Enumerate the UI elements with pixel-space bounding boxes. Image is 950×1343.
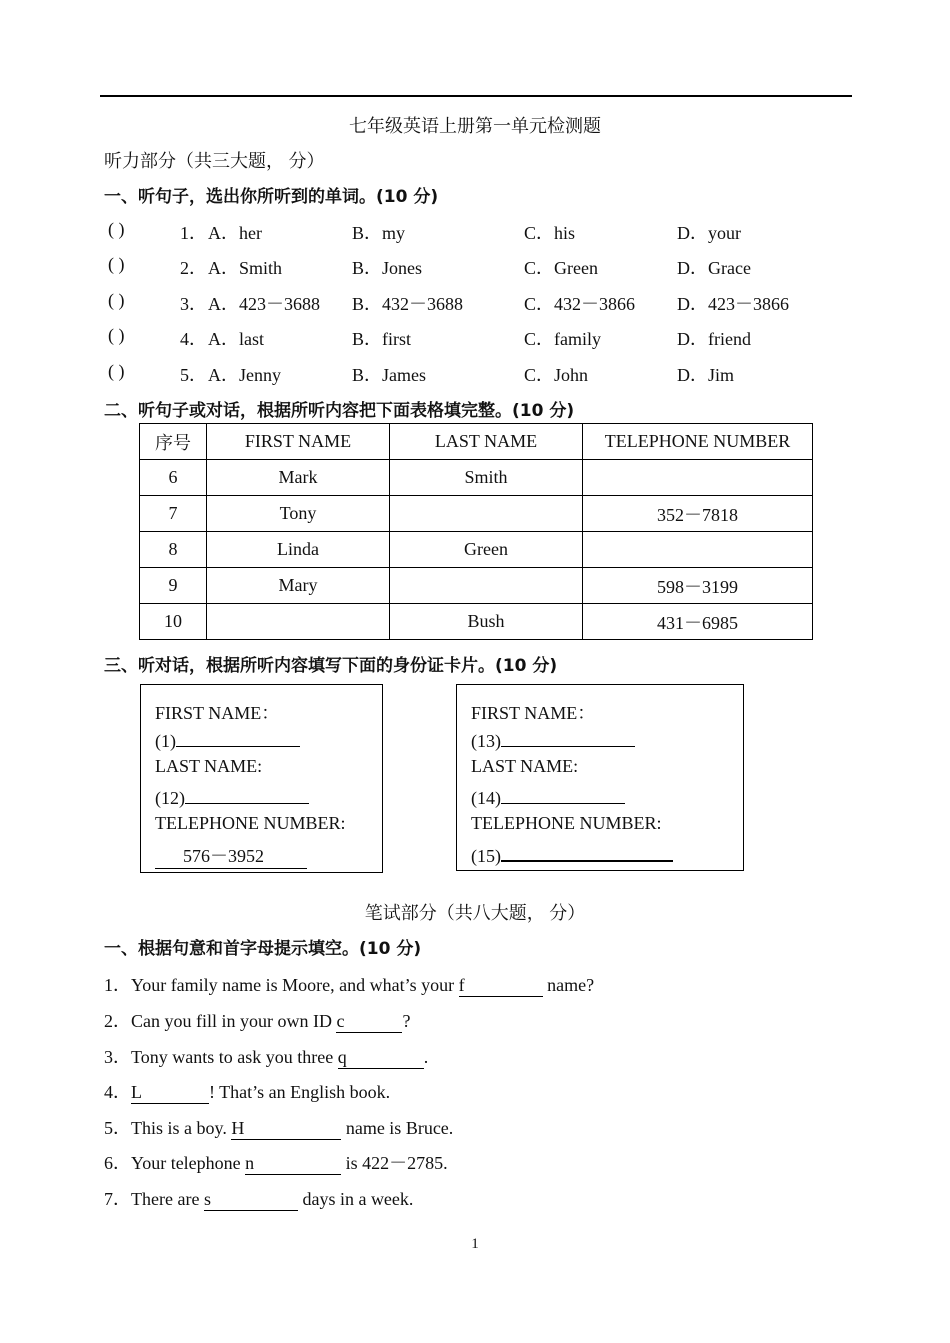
table-header-row: [140, 424, 813, 460]
table-cell: Linda: [207, 532, 390, 568]
item-text-before: Tony wants to ask you three: [131, 1047, 338, 1067]
question-number: 3．: [180, 294, 207, 314]
item-number: 7．: [104, 1189, 131, 1209]
table-cell: 598－3199: [583, 568, 813, 604]
question-row: [108, 361, 828, 383]
answer-blank: H: [231, 1118, 341, 1140]
question-row: [108, 219, 828, 241]
telephone-label: TELEPHONE NUMBER:: [471, 813, 662, 833]
option-a: A．423－3688: [208, 294, 320, 314]
answer-blank: [501, 785, 625, 804]
first-name-field: [155, 728, 300, 752]
option-b: B．432－3688: [352, 294, 464, 314]
item-text-before: There are: [131, 1189, 204, 1209]
option-a: A．Smith: [208, 258, 283, 278]
telephone-value: 576－3952: [155, 842, 307, 869]
option-d: D．Jim: [677, 365, 735, 385]
option-c: C．his: [524, 223, 576, 243]
table-cell: 9: [140, 568, 207, 604]
answer-blank: L: [131, 1082, 209, 1104]
option-b: B．first: [352, 329, 412, 349]
item-text-after: .: [423, 1047, 429, 1067]
id-card-2: [456, 684, 744, 871]
table-cell: Mary: [207, 568, 390, 604]
page-title: 七年级英语上册第一单元检测题: [349, 116, 601, 136]
question-row: [108, 290, 828, 312]
answer-bracket: ( ): [108, 254, 125, 274]
table-cell: [390, 496, 583, 532]
table-cell: [207, 604, 390, 640]
first-name-field: [471, 728, 635, 752]
option-d: D．423－3866: [677, 294, 789, 314]
blank-number: (15): [471, 846, 501, 866]
option-c: C．family: [524, 329, 601, 349]
option-b: B．Jones: [352, 258, 423, 278]
fill-in-item: [104, 971, 594, 997]
blank-number: (12): [155, 788, 185, 808]
table-row: [140, 460, 813, 496]
last-name-label: LAST NAME:: [471, 756, 579, 776]
option-c: C．John: [524, 365, 589, 385]
option-d: D．Grace: [677, 258, 751, 278]
item-text-before: This is a boy.: [131, 1118, 232, 1138]
table-header-cell: LAST NAME: [390, 424, 583, 460]
fill-in-item: [104, 1043, 428, 1069]
fill-in-item: [104, 1007, 410, 1033]
table-cell: Green: [390, 532, 583, 568]
option-a: A．her: [208, 223, 262, 243]
table-cell: Bush: [390, 604, 583, 640]
fill-in-item: [104, 1078, 390, 1104]
item-text-before: Your family name is Moore, and what’s your: [131, 975, 459, 995]
answer-blank: [176, 728, 300, 747]
answer-bracket: ( ): [108, 325, 125, 345]
table-row: [140, 496, 813, 532]
written1-heading: 一、根据句意和首字母提示填空。(10 分): [104, 939, 422, 959]
table-cell: 431－6985: [583, 604, 813, 640]
item-text-after: is 422－2785.: [341, 1153, 448, 1173]
table-cell: [583, 532, 813, 568]
table-cell: [390, 568, 583, 604]
option-d: D．friend: [677, 329, 751, 349]
first-name-label: FIRST NAME：: [471, 703, 596, 723]
answer-table: [139, 423, 813, 640]
blank-number: (14): [471, 788, 501, 808]
table-row: [140, 568, 813, 604]
item-number: 4．: [104, 1082, 131, 1102]
blank-number: (13): [471, 731, 501, 751]
written-header: 笔试部分（共八大题， 分）: [364, 903, 586, 923]
item-text-after: ! That’s an English book.: [209, 1082, 391, 1102]
answer-bracket: ( ): [108, 290, 125, 310]
item-text-after: ?: [402, 1011, 411, 1031]
fill-in-item: [104, 1114, 453, 1140]
table-header-cell: 序号: [140, 424, 207, 460]
answer-bracket: ( ): [108, 361, 125, 381]
item-text-before: Your telephone: [131, 1153, 246, 1173]
option-a: A．Jenny: [208, 365, 281, 385]
item-number: 6．: [104, 1153, 131, 1173]
table-cell: 8: [140, 532, 207, 568]
telephone-field: [155, 842, 307, 869]
telephone-field: [471, 842, 673, 867]
listening-header: 听力部分（共三大题， 分）: [104, 151, 325, 171]
option-b: B．James: [352, 365, 426, 385]
first-name-label: FIRST NAME：: [155, 703, 280, 723]
telephone-label: TELEPHONE NUMBER:: [155, 813, 346, 833]
blank-number: (1): [155, 731, 176, 751]
item-text-before: Can you fill in your own ID: [131, 1011, 337, 1031]
last-name-label: LAST NAME:: [155, 756, 263, 776]
last-name-field: [471, 785, 625, 809]
option-d: D．your: [677, 223, 741, 243]
answer-blank: s: [204, 1189, 298, 1211]
table-cell: 6: [140, 460, 207, 496]
question-number: 4．: [180, 329, 207, 349]
answer-bracket: ( ): [108, 219, 125, 239]
question-number: 1．: [180, 223, 207, 243]
section1-heading: 一、听句子，选出你所听到的单词。(10 分): [104, 187, 439, 207]
answer-blank: q: [338, 1047, 424, 1069]
item-number: 5．: [104, 1118, 131, 1138]
table-row: [140, 532, 813, 568]
table-cell: 352－7818: [583, 496, 813, 532]
option-b: B．my: [352, 223, 406, 243]
answer-blank: c: [336, 1011, 402, 1033]
option-c: C．Green: [524, 258, 598, 278]
answer-blank: f: [459, 975, 543, 997]
question-number: 5．: [180, 365, 207, 385]
question-row: [108, 325, 828, 347]
item-number: 2．: [104, 1011, 131, 1031]
item-text-after: name is Bruce.: [341, 1118, 454, 1138]
answer-blank: [501, 842, 673, 862]
top-rule: [100, 95, 852, 97]
item-text-after: name?: [542, 975, 595, 995]
section3-heading: 三、听对话，根据所听内容填写下面的身份证卡片。(10 分): [104, 656, 558, 676]
answer-blank: [185, 785, 309, 804]
table-cell: [583, 460, 813, 496]
item-number: 3．: [104, 1047, 131, 1067]
answer-blank: n: [245, 1153, 341, 1175]
table-cell: 10: [140, 604, 207, 640]
table-cell: Mark: [207, 460, 390, 496]
fill-in-item: [104, 1185, 413, 1211]
last-name-field: [155, 785, 309, 809]
table-row: [140, 604, 813, 640]
question-row: [108, 254, 828, 276]
option-a: A．last: [208, 329, 264, 349]
table-cell: Smith: [390, 460, 583, 496]
table-header-cell: TELEPHONE NUMBER: [583, 424, 813, 460]
item-text-after: days in a week.: [297, 1189, 414, 1209]
page-number: 1: [471, 1236, 479, 1252]
item-number: 1．: [104, 975, 131, 995]
table-cell: Tony: [207, 496, 390, 532]
table-header-cell: FIRST NAME: [207, 424, 390, 460]
option-c: C．432－3866: [524, 294, 636, 314]
fill-in-item: [104, 1149, 448, 1175]
id-card-1: [140, 684, 383, 873]
question-number: 2．: [180, 258, 207, 278]
table-cell: 7: [140, 496, 207, 532]
answer-blank: [501, 728, 635, 747]
section2-heading: 二、听句子或对话，根据所听内容把下面表格填完整。(10 分): [104, 401, 575, 421]
